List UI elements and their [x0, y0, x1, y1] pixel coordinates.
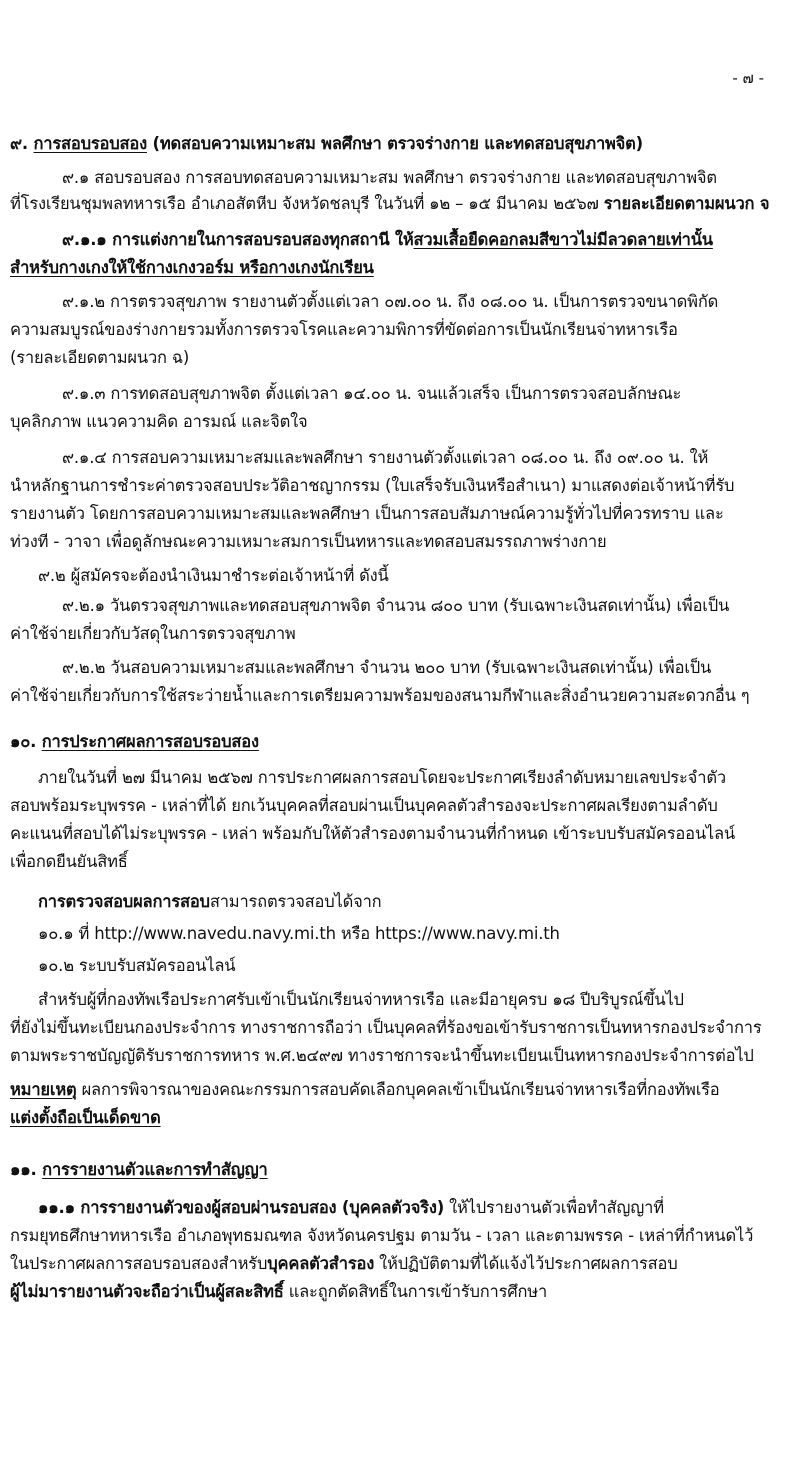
s10-item-website: ๑๐.๑ ที่ http://www.navedu.navy.mi.th หรือ https://www.navy.mi.th: [38, 924, 560, 943]
s9-p914-line: ๙.๑.๔ การสอบความเหมาะสมและพลศึกษา รายงานตัวตั้งแต่เวลา ๐๘.๐๐ น. ถึง ๐๙.๐๐ น. ให้: [62, 448, 709, 467]
s11-paragraph-line: ผู้ไม่มารายงานตัวจะถือว่าเป็นผู้สละสิทธิ์ และถูกตัดสิทธิ์ในการเข้ารับการศึกษา: [10, 1282, 548, 1301]
s10-check-results-line: การตรวจสอบผลการสอบสามารถตรวจสอบได้จาก: [38, 892, 382, 911]
s9-p92-line: ๙.๒ ผู้สมัครจะต้องนำเงินมาชำระต่อเจ้าหน้าที่ ดังนี้: [38, 566, 389, 585]
s9-p913-line: บุคลิกภาพ แนวความคิด อารมณ์ และจิตใจ: [10, 412, 308, 431]
s10-item-online: ๑๐.๒ ระบบรับสมัครออนไลน์: [38, 956, 236, 975]
s10-paragraph2-line: ตามพระราชบัญญัติรับราชการทหาร พ.ศ.๒๔๙๗ ทางราชการจะนำขึ้นทะเบียนเป็นทหารกองประจำการต่อไป: [10, 1046, 754, 1065]
s9-p91-line: ๙.๑ สอบรอบสอง การสอบทดสอบความเหมาะสม พลศึกษา ตรวจร่างกาย และทดสอบสุขภาพจิต: [62, 168, 717, 187]
section-9-heading: ๙. การสอบรอบสอง (ทดสอบความเหมาะสม พลศึกษา ตรวจร่างกาย และทดสอบสุขภาพจิต): [10, 134, 644, 153]
s9-p922-line: ๙.๒.๒ วันสอบความเหมาะสมและพลศึกษา จำนวน ๒๐๐ บาท (รับเฉพาะเงินสดเท่านั้น) เพื่อเป็น: [62, 658, 712, 677]
s11-paragraph-line: ในประกาศผลการสอบรอบสองสำหรับบุคคลตัวสำรอง ให้ปฏิบัติตามที่ได้แจ้งไว้ประกาศผลการสอบ: [10, 1254, 678, 1273]
s10-paragraph-line: คะแนนที่สอบได้ไม่ระบุพรรค - เหล่า พร้อมกับให้ตัวสำรองตามจำนวนที่กำหนด เข้าระบบรับสมัครออนไลน์: [10, 824, 735, 843]
s11-paragraph-line: กรมยุทธศึกษาทหารเรือ อำเภอพุทธมณฑล จังหวัดนครปฐม ตามวัน - เวลา และตามพรรค - เหล่าที่กำหนดไว้: [10, 1226, 754, 1245]
s10-paragraph-line: เพื่อกดยืนยันสิทธิ์: [10, 852, 128, 871]
s9-p914-line: นำหลักฐานการชำระค่าตรวจสอบประวัติอาชญากรรม (ใบเสร็จรับเงินหรือสำเนา) มาแสดงต่อเจ้าหน้าที่รับ: [10, 476, 735, 495]
s10-paragraph-line: ภายในวันที่ ๒๗ มีนาคม ๒๕๖๗ การประกาศผลการสอบโดยจะประกาศเรียงลำดับหมายเลขประจำตัว: [38, 768, 726, 787]
s9-p921-line: ๙.๒.๑ วันตรวจสุขภาพและทดสอบสุขภาพจิต จำนวน ๘๐๐ บาท (รับเฉพาะเงินสดเท่านั้น) เพื่อเป็น: [62, 596, 730, 615]
s9-p922-line: ค่าใช้จ่ายเกี่ยวกับการใช้สระว่ายน้ำและการเตรียมความพร้อมของสนามกีฬาและสิ่งอำนวยความสะดวกอื่น ๆ: [10, 686, 750, 705]
s10-paragraph2-line: ที่ยังไม่ขึ้นทะเบียนกองประจำการ ทางราชการถือว่า เป็นบุคคลที่ร้องขอเข้ารับราชการเป็นทหารกองประจำการ: [10, 1018, 762, 1037]
s9-p911-line: ๙.๑.๑ การแต่งกายในการสอบรอบสองทุกสถานี ให้สวมเสื้อยืดคอกลมสีขาวไม่มีลวดลายเท่านั้น: [62, 230, 713, 249]
s9-p911-line: สำหรับกางเกงให้ใช้กางเกงวอร์ม หรือกางเกงนักเรียน: [10, 258, 374, 277]
s9-p914-line: ท่วงที - วาจา เพื่อดูลักษณะความเหมาะสมการเป็นทหารและทดสอบสมรรถภาพร่างกาย: [10, 532, 607, 551]
s9-p913-line: ๙.๑.๓ การทดสอบสุขภาพจิต ตั้งแต่เวลา ๑๔.๐๐ น. จนแล้วเสร็จ เป็นการตรวจสอบลักษณะ: [62, 384, 682, 403]
s9-p912-line: ความสมบูรณ์ของร่างกายรวมทั้งการตรวจโรคและความพิการที่ขัดต่อการเป็นนักเรียนจ่าทหารเรือ: [10, 320, 678, 339]
s10-note-line: แต่งตั้งถือเป็นเด็ดขาด: [10, 1108, 161, 1127]
s10-note-line: หมายเหตุ ผลการพิจารณาของคณะกรรมการสอบคัดเลือกบุคคลเข้าเป็นนักเรียนจ่าทหารเรือที่กองทัพเรือ: [10, 1080, 720, 1099]
s9-p914-line: รายงานตัว โดยการสอบความเหมาะสมและพลศึกษา เป็นการสอบสัมภาษณ์ความรู้ทั่วไปที่ควรทราบ และ: [10, 504, 724, 523]
page-number: - ๗ -: [732, 69, 764, 87]
s9-p912-line: ๙.๑.๒ การตรวจสุขภาพ รายงานตัวตั้งแต่เวลา ๐๗.๐๐ น. ถึง ๐๘.๐๐ น. เป็นการตรวจขนาดพิกัด: [62, 292, 719, 311]
section-10-heading: ๑๐. การประกาศผลการสอบรอบสอง: [10, 732, 259, 751]
s10-paragraph2-line: สำหรับผู้ที่กองทัพเรือประกาศรับเข้าเป็นนักเรียนจ่าทหารเรือ และมีอายุครบ ๑๘ ปีบริบูรณ์ขึ้นไป: [38, 990, 684, 1009]
s9-p912-line: (รายละเอียดตามผนวก ฉ): [10, 348, 190, 367]
s9-p91-line: ที่โรงเรียนชุมพลทหารเรือ อำเภอสัตหีบ จังหวัดชลบุรี ในวันที่ ๑๒ – ๑๕ มีนาคม ๒๕๖๗ รายละเอียดตามผนวก จ: [10, 194, 770, 213]
section-11-heading: ๑๑. การรายงานตัวและการทำสัญญา: [10, 1160, 268, 1179]
s10-paragraph-line: สอบพร้อมระบุพรรค - เหล่าที่ได้ ยกเว้นบุคคลที่สอบผ่านเป็นบุคคลตัวสำรองจะประกาศผลเรียงตามลำดับ: [10, 796, 718, 815]
s9-p921-line: ค่าใช้จ่ายเกี่ยวกับวัสดุในการตรวจสุขภาพ: [10, 624, 296, 643]
s11-paragraph-line: ๑๑.๑ การรายงานตัวของผู้สอบผ่านรอบสอง (บุคคลตัวจริง) ให้ไปรายงานตัวเพื่อทำสัญญาที่: [38, 1198, 664, 1217]
